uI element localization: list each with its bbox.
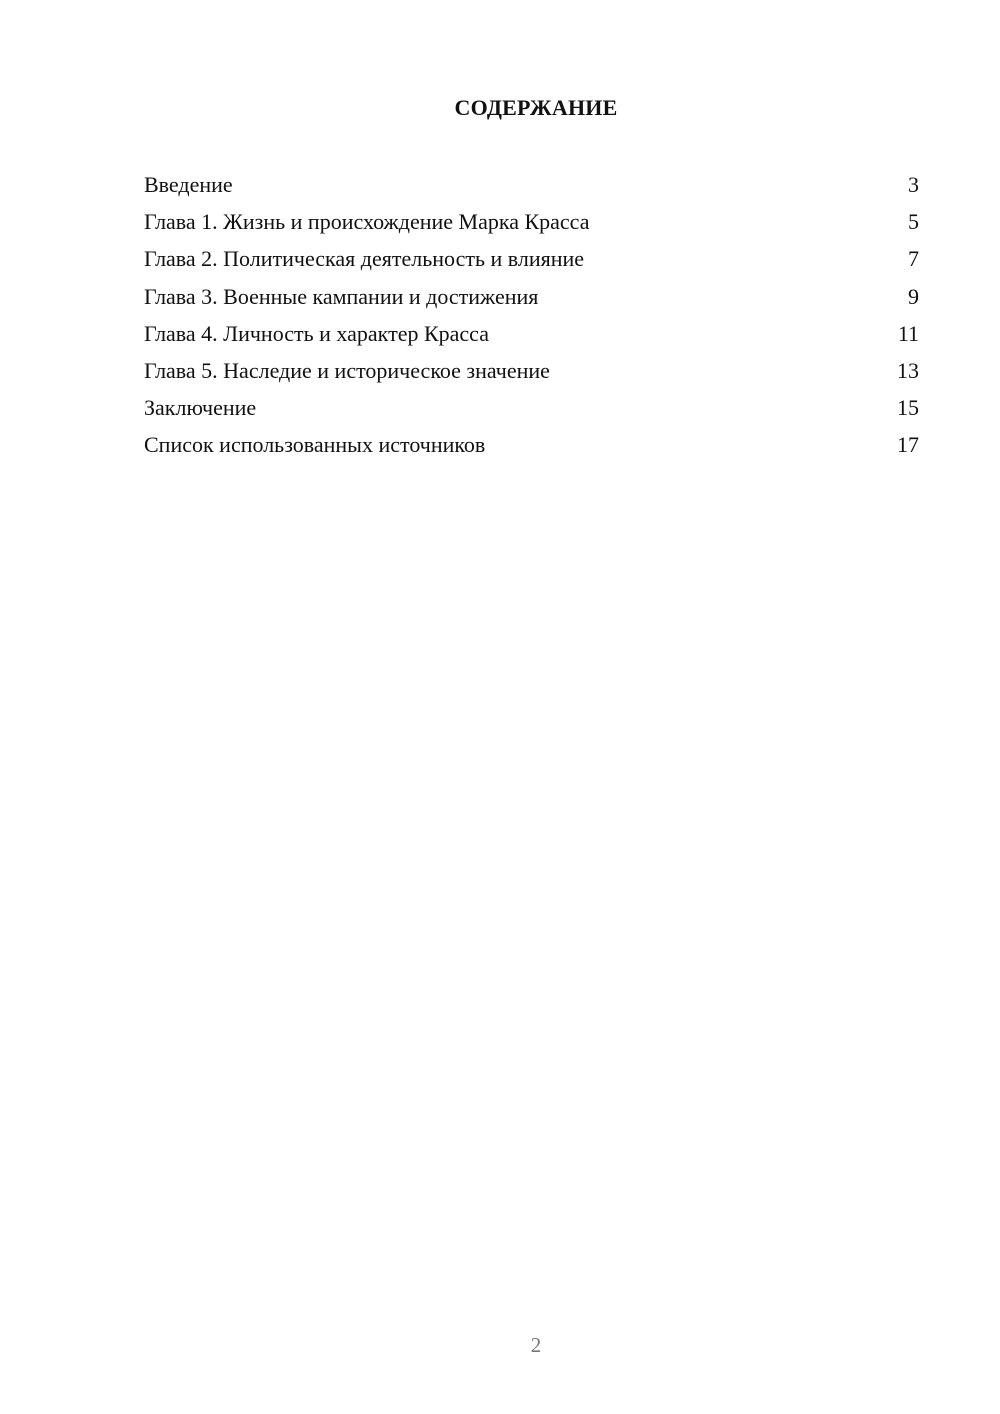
toc-entry-chapter-5[interactable]	[144, 356, 919, 393]
toc-entry-label: Глава 5. Наследие и историческое значение	[144, 357, 550, 383]
page-title: СОДЕРЖАНИЕ	[454, 95, 618, 120]
toc-entry-page: 7	[908, 246, 919, 272]
toc-entry-chapter-2[interactable]	[144, 244, 919, 281]
toc-entry-page: 15	[897, 395, 919, 421]
toc-entry-chapter-3[interactable]	[144, 282, 919, 319]
toc-entry-label: Заключение	[144, 395, 257, 421]
toc-entry-page: 13	[897, 357, 919, 383]
toc-entry-page: 17	[897, 432, 919, 458]
toc-entry-chapter-1[interactable]	[144, 207, 919, 244]
toc-entry-label: Глава 3. Военные кампании и достижения	[144, 283, 539, 309]
toc-entry-page: 9	[908, 283, 919, 309]
toc-entry-label: Список использованных источников	[144, 432, 486, 458]
toc-entry-label: Введение	[144, 172, 233, 197]
toc-entry-page: 11	[897, 320, 919, 346]
toc-entry-page: 3	[908, 172, 919, 197]
toc-entry-page: 5	[908, 209, 919, 235]
toc-entry-label: Глава 2. Политическая деятельность и влияние	[144, 246, 585, 272]
toc-entry-references[interactable]	[144, 430, 919, 467]
toc-entry-introduction[interactable]	[144, 170, 919, 207]
toc-entry-label: Глава 4. Личность и характер Красса	[144, 320, 489, 346]
toc-entry-conclusion[interactable]	[144, 393, 919, 430]
toc-entry-chapter-4[interactable]	[144, 319, 919, 356]
page-number: 2	[530, 1333, 542, 1357]
table-of-contents	[144, 170, 919, 468]
toc-entry-label: Глава 1. Жизнь и происхождение Марка Красса	[144, 209, 590, 235]
